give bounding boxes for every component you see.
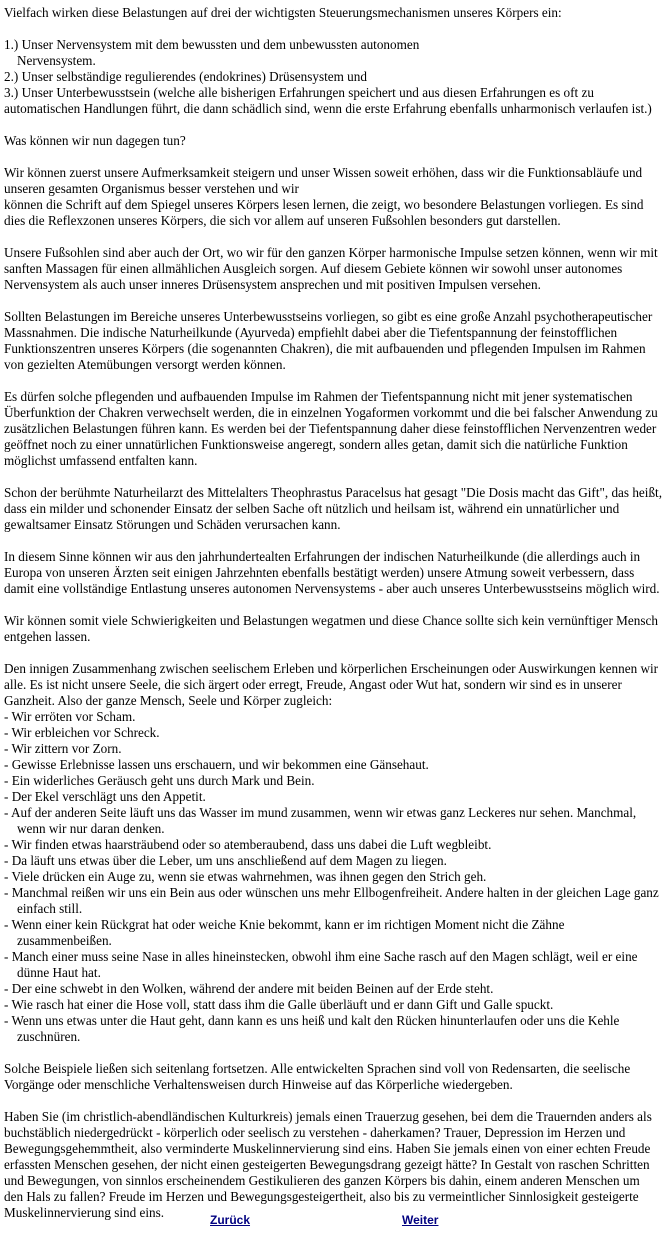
mechanism-item-1: 1.) Unser Nervensystem mit dem bewussten und dem unbewussten autonomen — [4, 37, 420, 52]
example-item: - Wir finden etwas haarsträubend oder so atemberaubend, dass uns dabei die Luft wegbleibt. — [4, 837, 492, 852]
ayurveda-paragraph: Sollten Belastungen im Bereiche unseres Unterbewusstseins vorliegen, so gibt es eine große Anzahl psychotherapeutischer Massnahmen. Die indische Naturheilkunde (Ayurveda) empfiehlt dabei aber die Tiefentspannung der feinstofflichen Funktionszentren unseres Körpers (die sogenannten Chakren), die mit aufbauenden und pflegenden Impulsen im Rahmen von gezielten Atemübungen versorgt werden können. — [4, 309, 653, 372]
example-item: - Wenn einer kein Rückgrat hat oder weiche Knie bekommt, kann er im richtigen Moment nicht die Zähne zusammenbeißen. — [4, 917, 565, 948]
mechanism-item-3: 3.) Unser Unterbewusstsein (welche alle bisherigen Erfahrungen speichert und aus diesen Erfahrungen es oft zu automatischen Handlungen führt, die dann schädlich sind, wenn die erste Erfahrung ebenfalls unharmonisch verlaufen ist.) — [4, 85, 652, 116]
example-item: - Der eine schwebt in den Wolken, während der andere mit beiden Beinen auf der Erde steht. — [4, 981, 494, 996]
example-item: - Da läuft uns etwas über die Leber, um uns anschließend auf dem Magen zu liegen. — [4, 853, 447, 868]
mourning-joy-paragraph: Haben Sie (im christlich-abendländischen Kulturkreis) jemals einen Trauerzug gesehen, bei dem die Trauernden anders als buchstäblich niedergedrückt - körperlich oder seelisch zu verstehen - daherkamen? Trauer, Depression im Herzen und Bewegungsgehemmtheit, also verminderte Muskelinnervierung sind eins. Haben Sie jemals einen von einer echten Freude erfassten Menschen gesehen, der nicht einen gesteigerten Bewegungsdrang gezeigt hätte? In Gestalt von raschen Schritten und Bewegungen, von sinnlos erscheinendem Gestikulieren des ganzen Körpers bis dahin, einem anderen Menschen um den Hals zu fallen? Freude im Herzen und Bewegungsgesteigertheit, also bis zu vermeintlicher Sinnlosigkeit gesteigerte Muskelinnervierung sind eins. — [4, 1109, 652, 1220]
awareness-paragraph — [4, 165, 662, 229]
example-item: - Viele drücken ein Auge zu, wenn sie etwas wahrnehmen, was ihnen gegen den Strich geh. — [4, 869, 487, 884]
mechanisms-list — [4, 37, 662, 117]
example-item: - Gewisse Erlebnisse lassen uns erschauern, und wir bekommen eine Gänsehaut. — [4, 757, 429, 772]
next-link[interactable]: Weiter — [402, 1213, 439, 1227]
mechanism-item-2: 2.) Unser selbständige regulierendes (endokrines) Drüsensystem und — [4, 69, 367, 84]
question-paragraph: Was können wir nun dagegen tun? — [4, 133, 186, 148]
chakra-paragraph: Es dürfen solche pflegenden und aufbauenden Impulse im Rahmen der Tiefentspannung nicht mit jener systematischen Überfunktion der Chakren verwechselt werden, die in einzelnen Yogaformen vorkommt und die bei falscher Anwendung zu zusätzlichen Belastungen führen kann. Es werden bei der Tiefentspannung daher diese feinstofflichen Nervenzentren weder geöffnet noch zu einer unnatürlichen Funktionsweise angeregt, sondern alles getan, damit sich die natürliche Funktion möglichst umfassend entfalten kann. — [4, 389, 658, 468]
example-item: - Wie rasch hat einer die Hose voll, statt dass ihm die Galle überläuft und er dann Gift und Galle spuckt. — [4, 997, 554, 1012]
back-link[interactable]: Zurück — [210, 1213, 251, 1227]
awareness-text-b: können die Schrift auf dem Spiegel unseres Körpers lesen lernen, die zeigt, wo besondere Belastungen vorliegen. Es sind dies die Reflexzonen unseres Körpers, die sich vor allem auf unseren Fußsohlen besonders gut darstellen. — [4, 197, 644, 228]
article-body — [4, 5, 662, 1237]
awareness-text-a: Wir können zuerst unsere Aufmerksamkeit steigern und unser Wissen soweit erhöhen, dass wir die Funktionsabläufe und unseren gesamten Organismus besser verstehen und wir — [4, 165, 643, 196]
breathing-paragraph: In diesem Sinne können wir aus den jahrhundertealten Erfahrungen der indischen Naturheilkunde (die allerdings auch in Europa von unseren Ärzten seit einigen Jahrzehnten ebenfalls bestätigt werden) unsere Atmung soweit verbessern, dass damit eine vollständige Entlastung unseres autonomen Nervensystems - aber auch unseres Unterbewusstseins möglich wird. — [4, 549, 660, 596]
mechanism-item-1-continued: Nervensystem. — [17, 53, 96, 68]
paracelsus-paragraph: Schon der berühmte Naturheilarzt des Mittelalters Theophrastus Paracelsus hat gesagt "Die Dosis macht das Gift", das heißt, dass ein milder und schonender Einsatz der selben Sache oft nützlich und heilsam ist, während ein unnatürlicher und gewaltsamer Einsatz Störungen und Schäden verursachen kann. — [4, 485, 663, 532]
example-item: - Manchmal reißen wir uns ein Bein aus oder wünschen uns mehr Ellbogenfreiheit. Andere halten in der gleichen Lage ganz einfach still. — [4, 885, 659, 916]
body-mind-section — [4, 661, 662, 1045]
idioms-paragraph: Solche Beispiele ließen sich seitenlang fortsetzen. Alle entwickelten Sprachen sind voll von Redensarten, die seelische Vorgänge oder menschliche Verhaltensweisen durch Hinweise auf das Körperliche wiedergeben. — [4, 1061, 631, 1092]
example-item: - Wir erröten vor Scham. — [4, 709, 136, 724]
example-item: - Manch einer muss seine Nase in alles hineinstecken, obwohl ihm eine Sache rasch auf den Magen schlägt, weil er eine dünne Haut hat. — [4, 949, 638, 980]
example-item: - Der Ekel verschlägt uns den Appetit. — [4, 789, 206, 804]
body-mind-intro: Den innigen Zusammenhang zwischen seelischem Erleben und körperlichen Erscheinungen oder Auswirkungen kennen wir alle. Es ist nicht unsere Seele, die sich ärgert oder erregt, Freude, Angast oder Wut hat, sondern wir sind es in unserer Ganzheit. Also der ganze Mensch, Seele und Körper zugleich: — [4, 661, 659, 708]
example-item: - Ein widerliches Geräusch geht uns durch Mark und Bein. — [4, 773, 315, 788]
breathe-away-paragraph: Wir können somit viele Schwierigkeiten und Belastungen wegatmen und diese Chance sollte sich kein vernünftiger Mensch entgehen lassen. — [4, 613, 658, 644]
example-item: - Wir zittern vor Zorn. — [4, 741, 122, 756]
footsoles-paragraph: Unsere Fußsohlen sind aber auch der Ort, wo wir für den ganzen Körper harmonische Impulse setzen können, wenn wir mit sanften Massagen für einen allmählichen Ausgleich sorgen. Auf diesem Gebiete können wir sowohl unser autonomes Nervensystem als auch unser inneres Drüsensystem ansprechen und mit positiven Impulsen versehen. — [4, 245, 658, 292]
example-item: - Auf der anderen Seite läuft uns das Wasser im mund zusammen, wenn wir etwas ganz Leckeres nur sehen. Manchmal, wenn wir nur daran denken. — [4, 805, 637, 836]
example-item: - Wir erbleichen vor Schreck. — [4, 725, 160, 740]
intro-paragraph: Vielfach wirken diese Belastungen auf drei der wichtigsten Steuerungsmechanismen unseres Körpers ein: — [4, 5, 562, 20]
example-item: - Wenn uns etwas unter die Haut geht, dann kann es uns heiß und kalt den Rücken hinunterlaufen oder uns die Kehle zuschnüren. — [4, 1013, 620, 1044]
page-navigation — [0, 1212, 665, 1230]
